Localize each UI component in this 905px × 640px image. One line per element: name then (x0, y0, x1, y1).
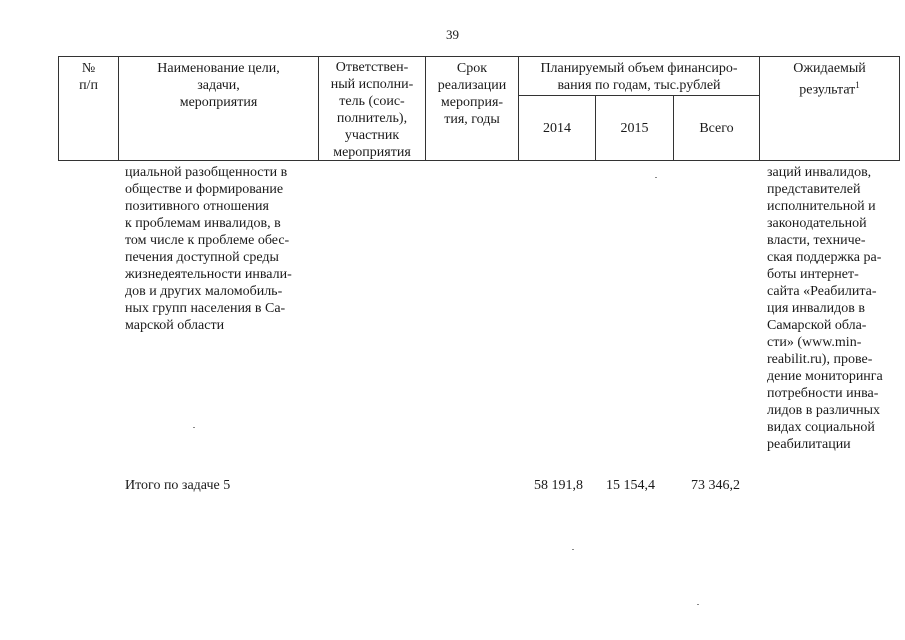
text-line: представителей (767, 182, 861, 197)
header-responsible (319, 59, 425, 161)
text-line: к проблемам инвалидов, в (125, 216, 281, 231)
text-line: жизнедеятельности инвали- (125, 267, 292, 282)
text-line: позитивного отношения (125, 199, 269, 214)
scan-speck (655, 177, 657, 178)
text-line: дов и других маломобиль- (125, 284, 283, 299)
header-text: 2014 (543, 121, 571, 136)
header-text: мероприятия (333, 145, 411, 160)
funding-subheader-border (518, 95, 759, 96)
scan-speck (193, 427, 195, 428)
header-name (119, 60, 318, 111)
subtotal-total: 73 346,2 (691, 478, 740, 493)
text-line: Самарской обла- (767, 318, 867, 333)
header-text: Планируемый объем финансиро- (540, 61, 738, 76)
text-line: законодательной (767, 216, 867, 231)
header-text: мероприя- (440, 95, 504, 110)
header-term (426, 60, 518, 128)
text-line: ных групп населения в Са- (125, 301, 286, 316)
header-top-border (58, 56, 900, 57)
header-text: тия, годы (444, 112, 500, 127)
text-line: боты интернет- (767, 267, 859, 282)
header-funding (519, 60, 759, 94)
text-line: власти, техниче- (767, 233, 866, 248)
header-year-2014 (519, 120, 595, 137)
text-line: дение мониторинга (767, 369, 883, 384)
text-line: обществе и формирование (125, 182, 284, 197)
text-line: печения доступной среды (125, 250, 279, 265)
header-text: мероприятия (179, 95, 258, 110)
scan-speck (572, 549, 574, 550)
header-text: 2015 (620, 121, 649, 136)
header-bottom-border (58, 160, 900, 161)
header-year-2015 (596, 120, 673, 137)
page-number: 39 (446, 27, 459, 42)
footnote-marker: 1 (855, 80, 860, 90)
header-text: результат (799, 82, 856, 98)
header-number (59, 60, 118, 94)
text-line: заций инвалидов, (767, 165, 872, 180)
header-divider (899, 56, 900, 161)
text-line: циальной разобщенности в (125, 165, 288, 180)
goal-name-text (125, 164, 313, 334)
text-line: том числе к проблеме обес- (125, 233, 290, 248)
text-line: потребности инва- (767, 386, 879, 401)
text-line: сайта «Реабилита- (767, 284, 877, 299)
header-text: участник (344, 128, 400, 143)
text-line: марской области (125, 318, 225, 333)
subtotal-label: Итого по задаче 5 (125, 478, 231, 493)
header-text: реализации (437, 78, 507, 93)
header-text: Ожидаемый (793, 61, 866, 76)
text-line: видах социальной (767, 420, 875, 435)
text-line: ция инвалидов в (767, 301, 865, 316)
header-text: задачи, (197, 78, 240, 93)
expected-result-text (767, 164, 897, 453)
subtotal-2015: 15 154,4 (606, 478, 655, 493)
scan-speck (697, 604, 699, 605)
header-total (674, 120, 759, 137)
header-text: тель (соис- (339, 94, 405, 109)
header-text: Ответствен- (335, 60, 409, 75)
subtotal-2014: 58 191,8 (534, 478, 583, 493)
header-text: полнитель), (336, 111, 408, 126)
text-line: reabilit.ru), прове- (767, 352, 873, 367)
text-line: исполнительной и (767, 199, 876, 214)
header-text: Срок (456, 61, 488, 76)
header-text: ный исполни- (330, 77, 414, 92)
header-text: № (81, 61, 96, 76)
text-line: реабилитации (767, 437, 851, 452)
text-line: ская поддержка ра- (767, 250, 882, 265)
text-line: лидов в различных (767, 403, 880, 418)
header-text: п/п (79, 78, 98, 93)
text-line: сти» (www.min- (767, 335, 862, 350)
header-text: вания по годам, тыс.рублей (557, 78, 721, 93)
header-text: Всего (699, 121, 734, 136)
header-text: Наименование цели, (157, 61, 280, 76)
header-text (760, 77, 899, 98)
header-result (760, 60, 899, 98)
